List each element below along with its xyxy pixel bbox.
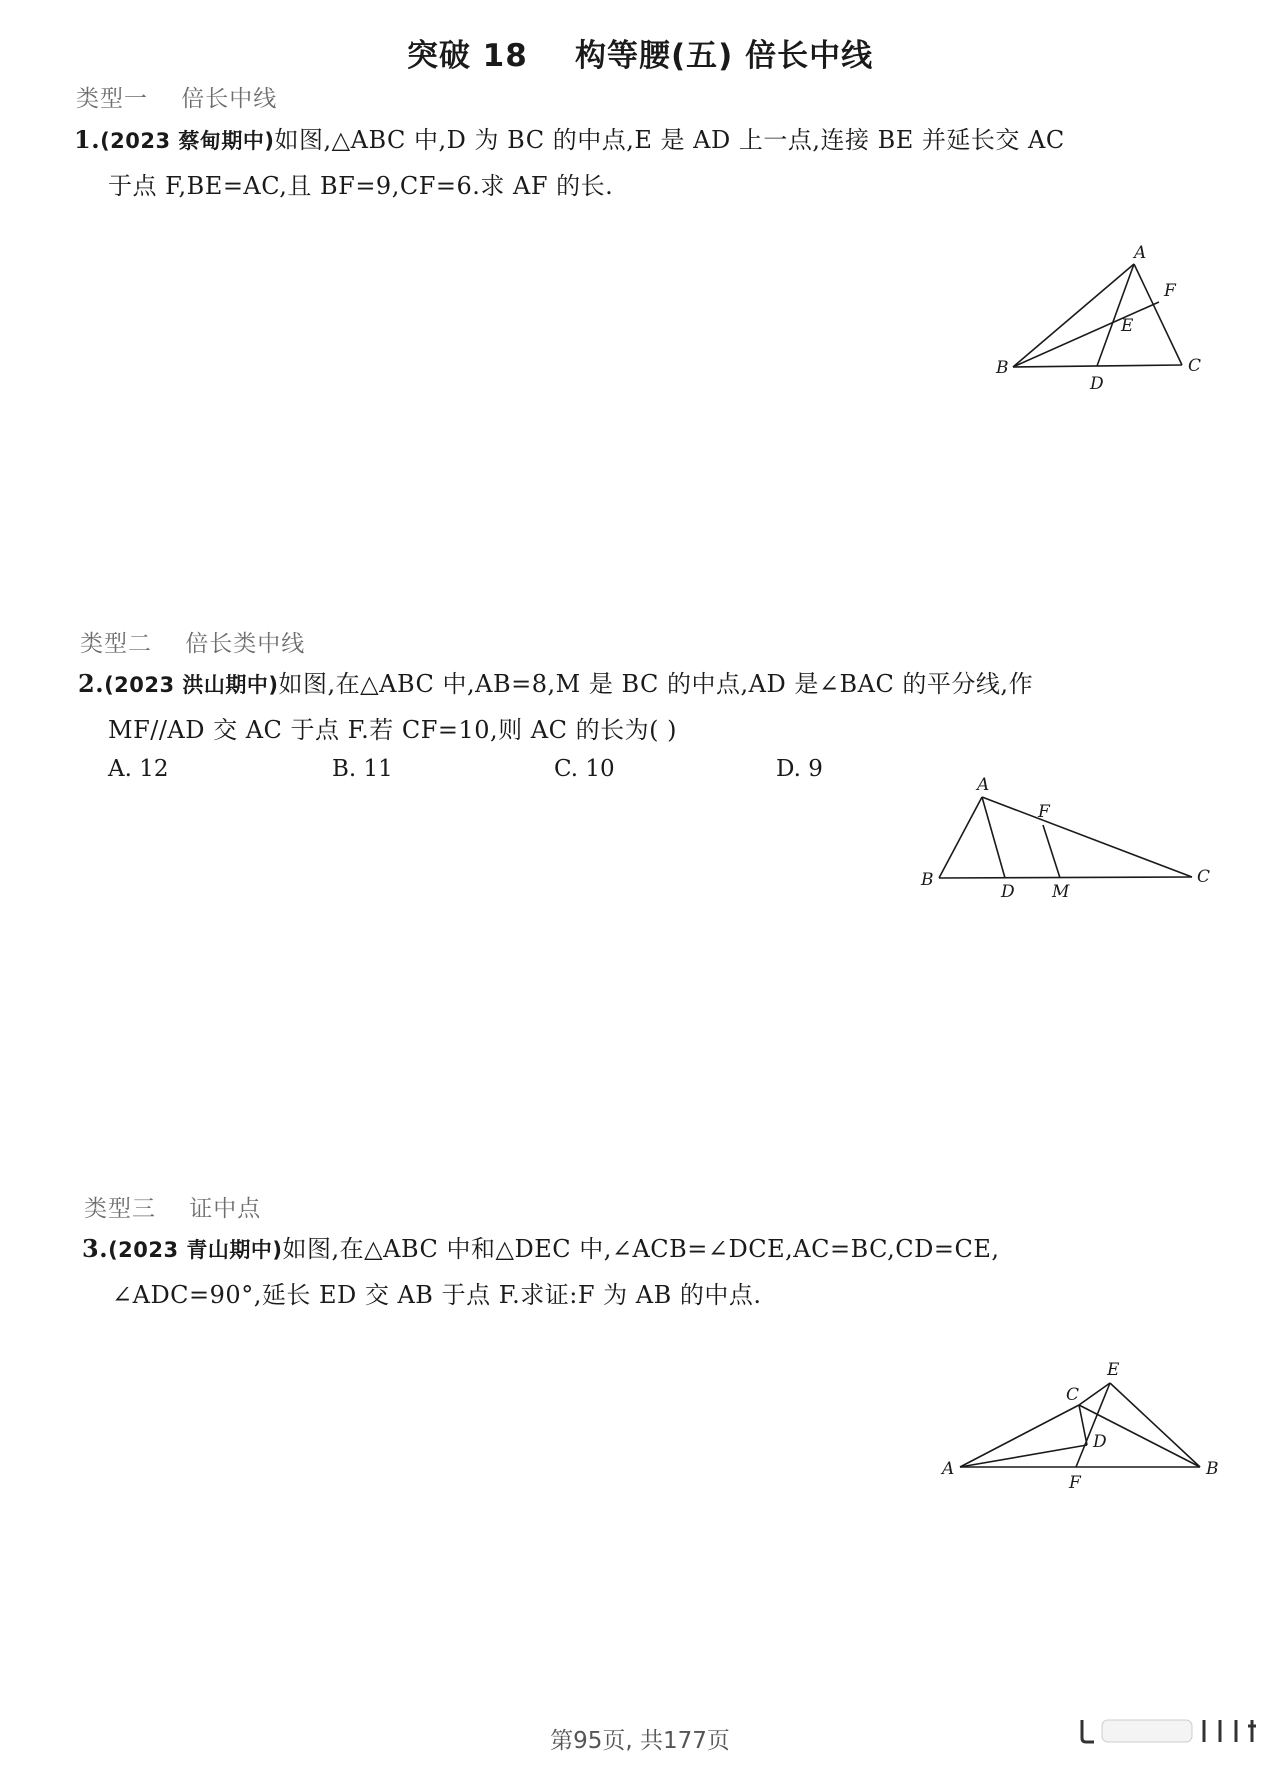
point-label-d: D [1090, 374, 1104, 394]
point-label-c: C [1066, 1385, 1080, 1405]
point-label-a: A [1134, 243, 1147, 263]
section-heading-1: 类型一 倍长中线 [76, 86, 278, 112]
option-a: A. 12 [108, 756, 169, 782]
segment-mf [1043, 825, 1060, 878]
point-label-d: D [1093, 1432, 1107, 1452]
question-2-line-1 [78, 664, 1033, 699]
question-3-source: (2023 青山期中) [108, 1238, 283, 1262]
point-label-e: E [1121, 316, 1134, 336]
point-label-e: E [1107, 1360, 1120, 1380]
point-label-f: F [1069, 1473, 1081, 1493]
question-1-line-2: 于点 F,BE=AC,且 BF=9,CF=6.求 AF 的长. [108, 172, 614, 200]
point-label-c: C [1188, 356, 1202, 376]
option-d: D. 9 [776, 756, 823, 782]
segment-bf [1013, 302, 1159, 367]
segment-eb [1110, 1383, 1200, 1467]
question-2-source: (2023 洪山期中) [104, 673, 279, 697]
question-2-line-2: MF//AD 交 AC 于点 F.若 CF=10,则 AC 的长为( ) [108, 716, 677, 744]
question-3-text-1: 如图,在△ABC 中和△DEC 中,∠ACB=∠DCE,AC=BC,CD=CE, [282, 1235, 1000, 1263]
segment-cd [1079, 1405, 1087, 1445]
question-2-text-1: 如图,在△ABC 中,AB=8,M 是 BC 的中点,AD 是∠BAC 的平分线,作 [278, 670, 1034, 698]
question-3-line-1 [82, 1229, 1000, 1264]
question-3-figure [930, 1340, 1230, 1500]
segment-ac [960, 1405, 1079, 1467]
option-b: B. 11 [332, 756, 393, 782]
question-2-figure [905, 770, 1225, 900]
segment-ac [1134, 264, 1182, 365]
question-1-line-1 [74, 120, 1065, 155]
question-3-line-2: ∠ADC=90°,延长 ED 交 AB 于点 F.求证:F 为 AB 的中点. [112, 1281, 762, 1309]
point-label-m: M [1052, 882, 1070, 902]
question-3-number: 3. [82, 1234, 109, 1263]
segment-ad [982, 797, 1005, 878]
point-label-a: A [942, 1459, 955, 1479]
point-label-d: D [1001, 882, 1015, 902]
point-label-b: B [921, 870, 934, 890]
point-label-c: C [1197, 867, 1211, 887]
question-1-source: (2023 蔡甸期中) [100, 129, 275, 153]
camera-frame-icon [1080, 1716, 1260, 1746]
point-label-f: F [1038, 802, 1050, 822]
question-1-text-1: 如图,△ABC 中,D 为 BC 的中点,E 是 AD 上一点,连接 BE 并延长交 AC [274, 126, 1065, 154]
page-footer: 第95页, 共177页 [550, 1728, 730, 1754]
question-1-number: 1. [74, 125, 101, 154]
segment-ab [939, 797, 982, 878]
point-label-b: B [1206, 1459, 1219, 1479]
section-heading-2: 类型二 倍长类中线 [80, 631, 306, 657]
question-1-figure [980, 240, 1220, 400]
point-label-b: B [996, 358, 1009, 378]
section-heading-3: 类型三 证中点 [84, 1196, 262, 1222]
segment-ad [960, 1445, 1087, 1467]
page-title: 突破 18 构等腰(五) 倍长中线 [406, 38, 874, 74]
question-2-number: 2. [78, 669, 105, 698]
point-label-a: A [977, 775, 990, 795]
point-label-f: F [1164, 281, 1176, 301]
segment-ac [982, 797, 1192, 877]
segment-bc [939, 877, 1192, 878]
option-c: C. 10 [554, 756, 615, 782]
